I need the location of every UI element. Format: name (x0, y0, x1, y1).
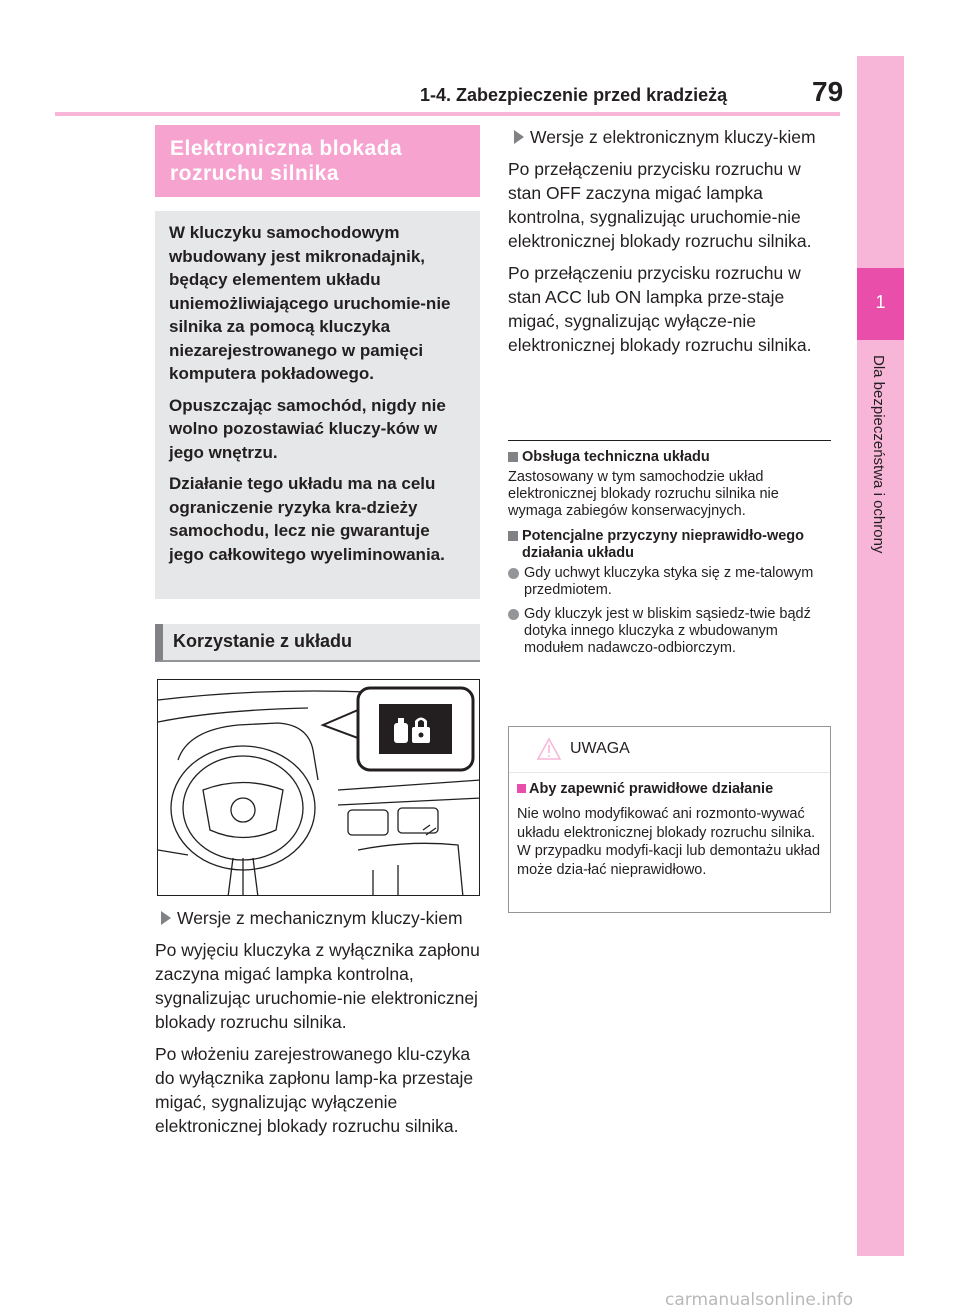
body-paragraph: Po przełączeniu przycisku rozruchu w stan OFF zaczyna migać lampka kontrolna, sygnalizując uruchomie-nie elektronicznej blokady rozruchu silnika. (508, 159, 812, 251)
main-heading: Elektroniczna blokada rozruchu silnika (155, 125, 480, 197)
square-bullet-icon (508, 531, 518, 541)
warning-heading: Aby zapewnić prawidłowe działanie (517, 781, 822, 798)
subheading: Korzystanie z układu (155, 624, 480, 662)
side-tab-strip (857, 56, 904, 1256)
side-tab-number: 1 (875, 292, 886, 312)
warning-text: Nie wolno modyfikować ani rozmonto-wywać układu elektronicznej blokady rozruchu silnika. W przypadku modyfi-kacji lub demontażu układ może dzia-łać nieprawidłowo. (517, 806, 821, 878)
side-tab-label: Dla bezpieczeństwa i ochrony (870, 355, 887, 554)
dot-bullet-icon (508, 609, 519, 620)
usage-text-right (508, 125, 833, 365)
intro-paragraph: Opuszczając samochód, nigdy nie wolno pozostawiać kluczy-ków w jego wnętrzu. (169, 395, 446, 462)
arrow-bullet-icon (514, 130, 524, 144)
arrow-bullet-icon (161, 911, 171, 925)
square-bullet-icon (508, 452, 518, 462)
square-bullet-icon (517, 784, 526, 793)
dashboard-illustration (157, 679, 480, 896)
usage-text-left (155, 906, 480, 1146)
note-bullet: Gdy uchwyt kluczyka styka się z me-talowym przedmiotem. (508, 565, 833, 599)
dot-bullet-icon (508, 568, 519, 579)
warning-box (508, 726, 831, 913)
section-title: 1-4. Zabezpieczenie przed kradzieżą (420, 85, 728, 105)
body-paragraph: Po wyjęciu kluczyka z wyłącznika zapłonu zaczyna migać lampka kontrolna, sygnalizując uruchomie-nie elektronicznej blokady rozruchu silnika. (155, 940, 480, 1032)
page-number: 79 (812, 76, 844, 107)
intro-paragraph: W kluczyku samochodowym wbudowany jest mikronadajnik, będący elementem układu uniemożliwiającego uruchomie-nie silnika za pomocą kluczyka niezarejestrowanego w pamięci komputera pokładowego. (169, 223, 451, 383)
section-divider (508, 440, 831, 441)
notes-section (508, 449, 833, 664)
warning-title: UWAGA (570, 740, 630, 757)
warning-triangle-icon (536, 737, 562, 761)
intro-paragraph: Działanie tego układu ma na celu ograniczenie ryzyka kra-dzieży samochodu, lecz nie gwarantuje jego całkowitego wyeliminowania. (169, 474, 445, 564)
intro-box (155, 211, 480, 599)
note-text: Zastosowany w tym samochodzie układ elektronicznej blokady rozruchu silnika nie wymaga zabiegów konserwacyjnych. (508, 469, 779, 519)
note-heading: Potencjalne przyczyny nieprawidło-wego działania układu (508, 528, 833, 562)
bullet-mechanical-key: Wersje z mechanicznym kluczy-kiem (155, 906, 480, 930)
body-paragraph: Po włożeniu zarejestrowanego klu-czyka do wyłącznika zapłonu lamp-ka przestaje migać, sygnalizując wyłączenie elektronicznej blokady rozruchu silnika. (155, 1044, 474, 1136)
bullet-electronic-key: Wersje z elektronicznym kluczy-kiem (508, 125, 833, 149)
watermark: carmanualsonline.info (665, 1290, 854, 1310)
dashboard-drawing (158, 680, 480, 896)
note-heading: Obsługa techniczna układu (508, 449, 833, 466)
warning-header (509, 727, 830, 772)
note-bullet: Gdy kluczyk jest w bliskim sąsiedz-twie bądź dotyka innego kluczyka z wbudowanym modułem nadawczo-odbiorczym. (508, 606, 833, 657)
body-paragraph: Po przełączeniu przycisku rozruchu w stan ACC lub ON lampka prze-staje migać, sygnalizując wyłącze-nie elektronicznej blokady rozruchu silnika. (508, 263, 812, 355)
warning-body (509, 772, 830, 879)
header-rule (55, 112, 840, 116)
